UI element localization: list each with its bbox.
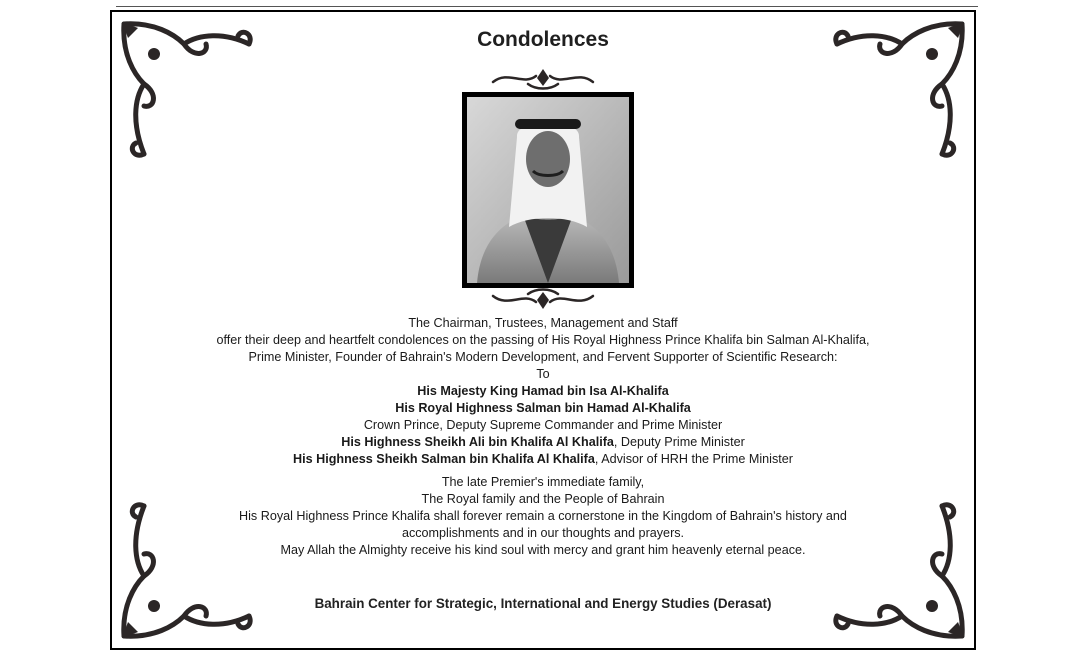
message-line-2: offer their deep and heartfelt condolences on the passing of His Royal Highness Prince Khalifa bin Salman Al-Khalifa, [216,333,870,347]
recipient-sheikh-salman [112,451,974,468]
recipient-king: His Majesty King Hamad bin Isa Al-Khalifa [417,384,669,398]
recipient-sheikh-ali [112,434,974,451]
recipient-crown-prince-title: Crown Prince, Deputy Supreme Commander and Prime Minister [363,418,723,432]
recipient-sheikh-salman-title: , Advisor of HRH the Prime Minister [594,452,793,466]
message-line-1: The Chairman, Trustees, Management and Staff [408,316,678,330]
message-line-3: Prime Minister, Founder of Bahrain's Modern Development, and Fervent Supporter of Scientific Research: [248,350,838,364]
condolence-message [112,315,974,559]
message-line-8: May Allah the Almighty receive his kind soul with mercy and grant him heavenly eternal peace. [280,543,806,557]
condolence-card [110,10,976,650]
page-title: Condolences [477,28,609,51]
message-line-4: The late Premier's immediate family, [441,475,645,489]
message-line-7: accomplishments and in our thoughts and prayers. [401,526,685,540]
organization-signature: Bahrain Center for Strategic, International and Energy Studies (Derasat) [314,596,772,611]
recipient-crown-prince: His Royal Highness Salman bin Hamad Al-Khalifa [395,401,691,415]
portrait-image [467,97,629,283]
top-rule [116,6,978,7]
recipient-sheikh-salman-name: His Highness Sheikh Salman bin Khalifa Al Khalifa [293,452,595,466]
message-to: To [536,367,550,381]
recipient-sheikh-ali-title: , Deputy Prime Minister [613,435,745,449]
top-flourish-icon [488,66,598,90]
portrait-photo [462,92,634,288]
message-line-5: The Royal family and the People of Bahrain [421,492,665,506]
recipient-sheikh-ali-name: His Highness Sheikh Ali bin Khalifa Al Khalifa [341,435,614,449]
message-line-6: His Royal Highness Prince Khalifa shall forever remain a cornerstone in the Kingdom of Bahrain's history and [239,509,847,523]
bottom-flourish-icon [488,288,598,312]
